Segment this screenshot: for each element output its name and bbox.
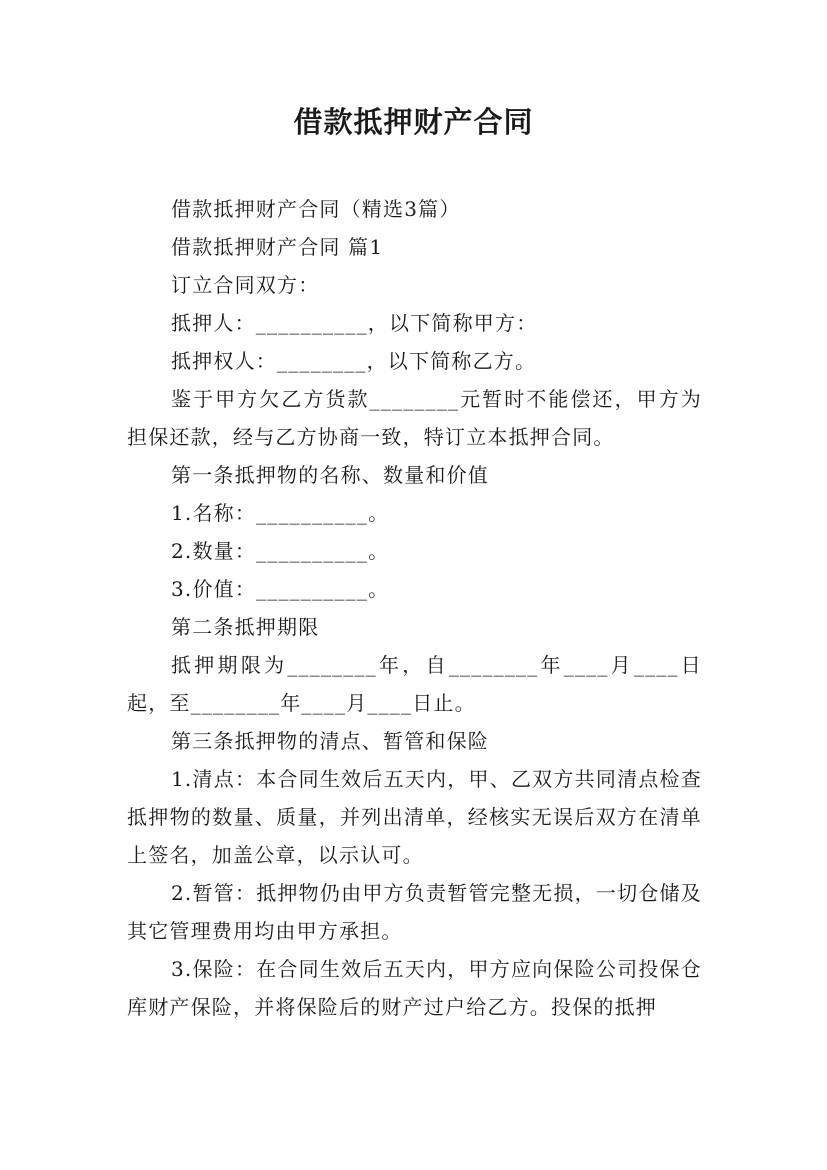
paragraph-part-heading: 借款抵押财产合同 篇1 [171, 235, 384, 259]
paragraph-article-1-quantity: 2.数量：__________。 [171, 539, 390, 563]
paragraph-mortgagee: 抵押权人：________，以下简称乙方。 [171, 349, 537, 373]
paragraph-article-2-term: 抵押期限为________年，自________年____月____日起，至________年____月____日止。 [127, 653, 702, 715]
paragraph-article-2-heading: 第二条抵押期限 [171, 615, 320, 639]
paragraph-mortgagor: 抵押人：__________，以下简称甲方： [171, 311, 538, 335]
document-body [127, 190, 702, 1026]
paragraph-article-3-heading: 第三条抵押物的清点、暂管和保险 [171, 729, 489, 753]
paragraph-article-1-heading: 第一条抵押物的名称、数量和价值 [171, 463, 489, 487]
paragraph-article-1-value: 3.价值：__________。 [171, 577, 390, 601]
paragraph-parties-heading: 订立合同双方： [171, 273, 320, 297]
paragraph-subtitle: 借款抵押财产合同（精选3篇） [171, 197, 461, 221]
paragraph-article-3-custody: 2.暂管：抵押物仍由甲方负责暂管完整无损，一切仓储及其它管理费用均由甲方承担。 [127, 881, 702, 943]
paragraph-preamble: 鉴于甲方欠乙方货款________元暂时不能偿还，甲方为担保还款，经与乙方协商一致，特订立本抵押合同。 [127, 387, 702, 449]
paragraph-article-1-name: 1.名称：__________。 [171, 501, 390, 525]
paragraph-article-3-inventory: 1.清点：本合同生效后五天内，甲、乙双方共同清点检查抵押物的数量、质量，并列出清单，经核实无误后双方在清单上签名，加盖公章，以示认可。 [127, 767, 702, 867]
paragraph-article-3-insurance: 3.保险：在合同生效后五天内，甲方应向保险公司投保仓库财产保险，并将保险后的财产过户给乙方。投保的抵押 [127, 957, 702, 1019]
document-title: 借款抵押财产合同 [293, 105, 534, 139]
